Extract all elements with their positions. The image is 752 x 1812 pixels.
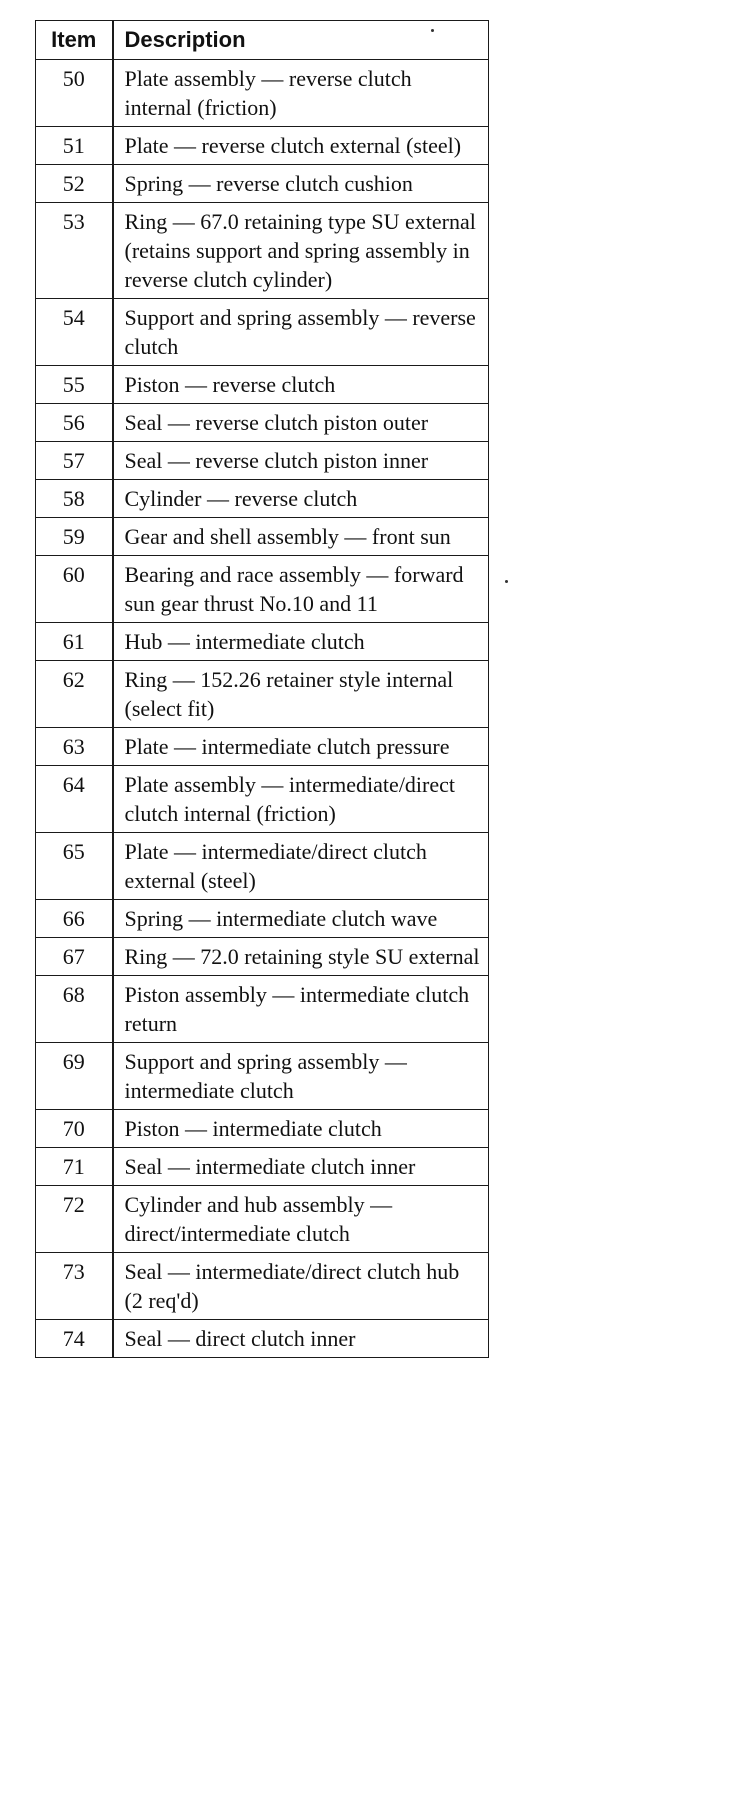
table-row: [36, 480, 489, 518]
item-number-cell: 68: [36, 976, 113, 1043]
table-row: [36, 127, 489, 165]
item-number-cell: 62: [36, 661, 113, 728]
item-number-cell: 59: [36, 518, 113, 556]
description-cell: Plate — intermediate clutch pressure: [113, 728, 489, 766]
item-number-cell: 54: [36, 299, 113, 366]
description-cell: Spring — reverse clutch cushion: [113, 165, 489, 203]
table-row: [36, 60, 489, 127]
table-row: [36, 1148, 489, 1186]
description-cell: Ring — 72.0 retaining style SU external: [113, 938, 489, 976]
description-cell: Seal — intermediate clutch inner: [113, 1148, 489, 1186]
item-number-cell: 51: [36, 127, 113, 165]
description-cell: Support and spring assembly — intermediate clutch: [113, 1043, 489, 1110]
item-number-cell: 71: [36, 1148, 113, 1186]
item-number-cell: 50: [36, 60, 113, 127]
table-row: [36, 404, 489, 442]
description-cell: Seal — reverse clutch piston inner: [113, 442, 489, 480]
item-number-cell: 61: [36, 623, 113, 661]
table-row: [36, 728, 489, 766]
item-number-cell: 66: [36, 900, 113, 938]
description-cell: Seal — intermediate/direct clutch hub (2 req'd): [113, 1253, 489, 1320]
item-number-cell: 67: [36, 938, 113, 976]
description-cell: Ring — 67.0 retaining type SU external (retains support and spring assembly in reverse clutch cylinder): [113, 203, 489, 299]
description-cell: Support and spring assembly — reverse clutch: [113, 299, 489, 366]
item-number-cell: 72: [36, 1186, 113, 1253]
table-row: [36, 976, 489, 1043]
description-cell: Hub — intermediate clutch: [113, 623, 489, 661]
item-column-header: Item: [36, 21, 113, 60]
description-cell: Cylinder and hub assembly — direct/intermediate clutch: [113, 1186, 489, 1253]
table-row: [36, 1253, 489, 1320]
scan-speck: [505, 580, 508, 583]
description-cell: Plate — intermediate/direct clutch external (steel): [113, 833, 489, 900]
table-row: [36, 203, 489, 299]
parts-table: [35, 20, 489, 1358]
table-row: [36, 900, 489, 938]
table-row: [36, 518, 489, 556]
description-cell: Plate assembly — intermediate/direct clutch internal (friction): [113, 766, 489, 833]
header-row: [36, 21, 489, 60]
description-cell: Plate assembly — reverse clutch internal (friction): [113, 60, 489, 127]
description-cell: Cylinder — reverse clutch: [113, 480, 489, 518]
description-cell: Gear and shell assembly — front sun: [113, 518, 489, 556]
table-row: [36, 165, 489, 203]
description-cell: Piston assembly — intermediate clutch return: [113, 976, 489, 1043]
description-cell: Bearing and race assembly — forward sun gear thrust No.10 and 11: [113, 556, 489, 623]
description-cell: Seal — direct clutch inner: [113, 1320, 489, 1358]
description-cell: Plate — reverse clutch external (steel): [113, 127, 489, 165]
table-header: [36, 21, 489, 60]
description-cell: Piston — intermediate clutch: [113, 1110, 489, 1148]
table-row: [36, 1110, 489, 1148]
item-number-cell: 69: [36, 1043, 113, 1110]
item-number-cell: 64: [36, 766, 113, 833]
item-number-cell: 57: [36, 442, 113, 480]
item-number-cell: 60: [36, 556, 113, 623]
table-row: [36, 1043, 489, 1110]
item-number-cell: 74: [36, 1320, 113, 1358]
item-number-cell: 63: [36, 728, 113, 766]
table-row: [36, 1186, 489, 1253]
table-row: [36, 442, 489, 480]
description-cell: Spring — intermediate clutch wave: [113, 900, 489, 938]
table-row: [36, 366, 489, 404]
table-row: [36, 661, 489, 728]
table-row: [36, 766, 489, 833]
item-number-cell: 52: [36, 165, 113, 203]
table-row: [36, 299, 489, 366]
item-number-cell: 56: [36, 404, 113, 442]
item-number-cell: 65: [36, 833, 113, 900]
description-column-header: Description: [113, 21, 489, 60]
table-row: [36, 833, 489, 900]
table-row: [36, 938, 489, 976]
description-cell: Seal — reverse clutch piston outer: [113, 404, 489, 442]
table-row: [36, 556, 489, 623]
item-number-cell: 53: [36, 203, 113, 299]
item-number-cell: 70: [36, 1110, 113, 1148]
description-cell: Piston — reverse clutch: [113, 366, 489, 404]
table-row: [36, 623, 489, 661]
item-number-cell: 55: [36, 366, 113, 404]
description-cell: Ring — 152.26 retainer style internal (select fit): [113, 661, 489, 728]
table-row: [36, 1320, 489, 1358]
table-body: [36, 60, 489, 1358]
item-number-cell: 58: [36, 480, 113, 518]
item-number-cell: 73: [36, 1253, 113, 1320]
